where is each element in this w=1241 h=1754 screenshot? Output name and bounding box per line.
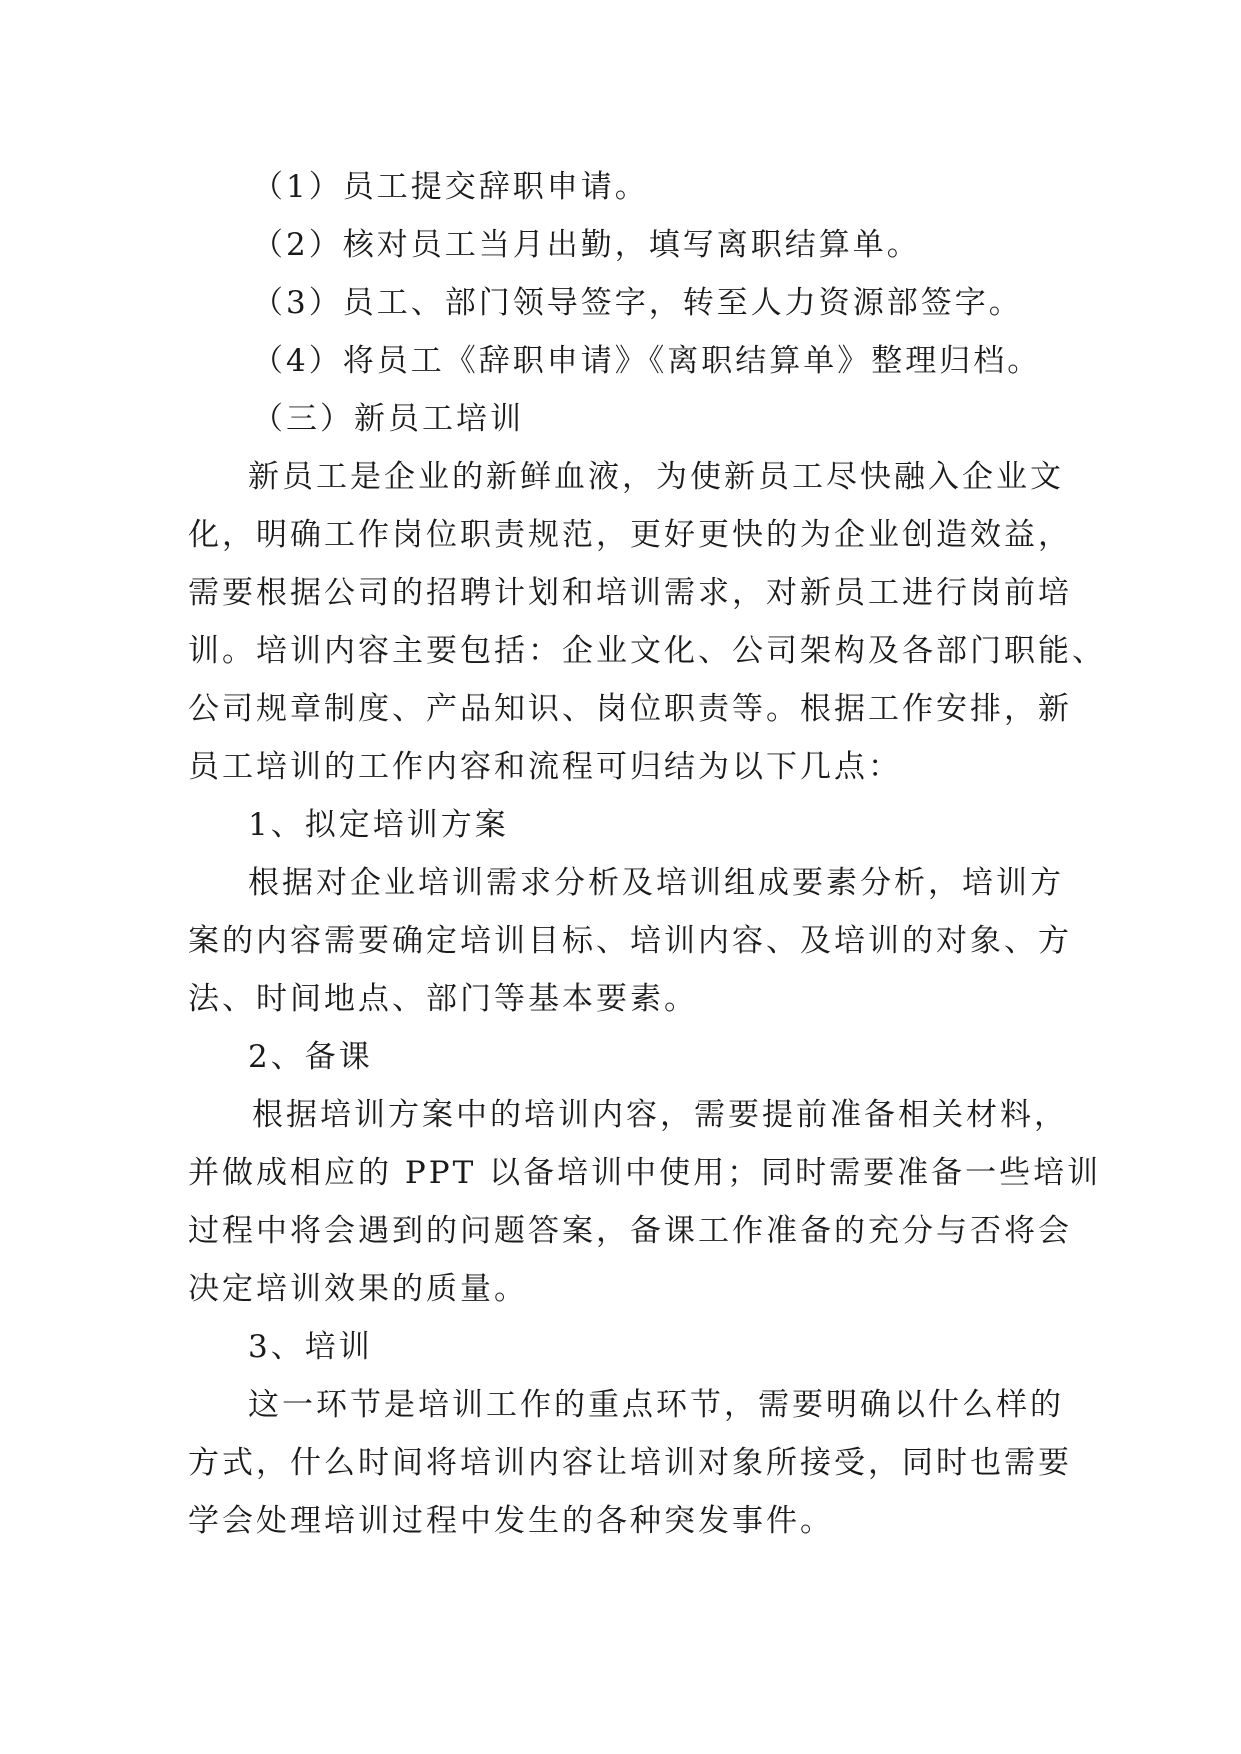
paragraph-line: 决定培训效果的质量。 — [188, 1271, 528, 1307]
list-item-3: （3）员工、部门领导签字，转至人力资源部签字。 — [252, 285, 1023, 321]
paragraph-line: 过程中将会遇到的问题答案，备课工作准备的充分与否将会 — [188, 1213, 1072, 1249]
paragraph-line: 根据对企业培训需求分析及培训组成要素分析，培训方 — [248, 865, 1064, 901]
paragraph-line: 根据培训方案中的培训内容，需要提前准备相关材料， — [252, 1097, 1068, 1133]
subheading-draft-training-plan: 1、拟定培训方案 — [248, 807, 509, 843]
list-item-2: （2）核对员工当月出勤，填写离职结算单。 — [252, 227, 921, 263]
subheading-training: 3、培训 — [248, 1329, 373, 1365]
section-heading-new-employee-training: （三）新员工培训 — [252, 401, 524, 437]
list-item-4: （4）将员工《辞职申请》《离职结算单》整理归档。 — [252, 343, 1042, 379]
subheading-lesson-preparation: 2、备课 — [248, 1039, 373, 1075]
paragraph-line: 新员工是企业的新鲜血液，为使新员工尽快融入企业文 — [248, 459, 1064, 495]
paragraph-line: 公司规章制度、产品知识、岗位职责等。根据工作安排，新 — [188, 691, 1072, 727]
paragraph-line: 需要根据公司的招聘计划和培训需求，对新员工进行岗前培 — [188, 575, 1072, 611]
document-body — [188, 158, 1106, 1550]
paragraph-line: 训。培训内容主要包括：企业文化、公司架构及各部门职能、 — [188, 633, 1106, 669]
paragraph-line: 并做成相应的 PPT 以备培训中使用；同时需要准备一些培训 — [188, 1155, 1102, 1191]
paragraph-line: 法、时间地点、部门等基本要素。 — [188, 981, 698, 1017]
paragraph-line: 员工培训的工作内容和流程可归结为以下几点： — [188, 749, 902, 785]
paragraph-line: 学会处理培训过程中发生的各种突发事件。 — [188, 1503, 834, 1539]
paragraph-line: 案的内容需要确定培训目标、培训内容、及培训的对象、方 — [188, 923, 1072, 959]
paragraph-line: 这一环节是培训工作的重点环节，需要明确以什么样的 — [248, 1387, 1064, 1423]
list-item-1: （1）员工提交辞职申请。 — [252, 169, 649, 205]
paragraph-line: 方式，什么时间将培训内容让培训对象所接受，同时也需要 — [188, 1445, 1072, 1481]
paragraph-line: 化，明确工作岗位职责规范，更好更快的为企业创造效益， — [188, 517, 1072, 553]
